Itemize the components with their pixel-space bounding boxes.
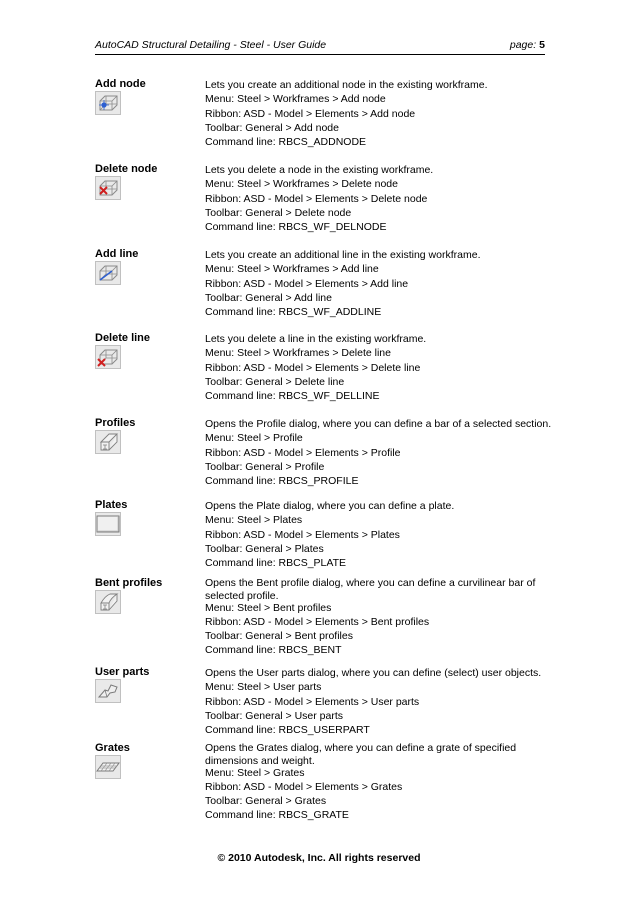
description-line: Command line: RBCS_WF_ADDLINE [205, 306, 382, 319]
description-line: Command line: RBCS_GRATE [205, 809, 349, 822]
command-name: Bent profiles [95, 577, 163, 589]
description-line: Ribbon: ASD - Model > Elements > Delete line [205, 361, 421, 374]
description-line: Ribbon: ASD - Model > Elements > Profile [205, 446, 401, 459]
description-line: Command line: RBCS_WF_DELNODE [205, 221, 387, 234]
description-line: Menu: Steel > Plates [205, 514, 303, 527]
add-line-icon [95, 261, 121, 285]
description-line: Ribbon: ASD - Model > Elements > User parts [205, 695, 420, 708]
description-line: Command line: RBCS_PROFILE [205, 475, 359, 488]
grate-icon [95, 755, 121, 779]
command-name: Add line [95, 248, 139, 260]
description-line: Command line: RBCS_ADDNODE [205, 136, 367, 149]
description-line: Toolbar: General > Profile [205, 460, 325, 473]
command-description [205, 163, 570, 234]
description-line: dimensions and weight. [205, 754, 315, 767]
copyright-footer: © 2010 Autodesk, Inc. All rights reserved [217, 852, 421, 864]
command-description [205, 666, 570, 737]
description-line: Ribbon: ASD - Model > Elements > Delete node [205, 192, 428, 205]
page-header [95, 38, 545, 55]
description-line: Menu: Steel > Profile [205, 432, 303, 445]
command-name: User parts [95, 666, 150, 678]
command-description [205, 248, 570, 319]
description-line: Toolbar: General > Delete line [205, 375, 345, 388]
description-line: Lets you create an additional line in the existing workframe. [205, 249, 481, 261]
description-line: Toolbar: General > Plates [205, 542, 324, 555]
command-name: Plates [95, 499, 128, 511]
description-line: Menu: Steel > Workframes > Delete node [205, 178, 398, 191]
page-number-value: 5 [539, 39, 545, 51]
description-line: Lets you delete a line in the existing workframe. [205, 333, 427, 345]
plate-icon [95, 512, 121, 536]
description-line: Command line: RBCS_USERPART [205, 724, 370, 737]
description-line: Ribbon: ASD - Model > Elements > Bent profiles [205, 615, 430, 628]
description-line: Command line: RBCS_WF_DELLINE [205, 390, 380, 403]
description-line: Ribbon: ASD - Model > Elements > Add node [205, 107, 416, 120]
command-name: Grates [95, 742, 130, 754]
description-line: Menu: Steel > Workframes > Add node [205, 93, 386, 106]
command-description [205, 577, 570, 657]
command-name: Add node [95, 78, 146, 90]
description-line: Menu: Steel > Grates [205, 767, 305, 779]
description-line: Ribbon: ASD - Model > Elements > Plates [205, 528, 400, 541]
command-description [205, 417, 570, 488]
command-description [205, 332, 570, 403]
description-line: Toolbar: General > Grates [205, 794, 327, 807]
description-line: Opens the Bent profile dialog, where you can define a curvilinear bar of [205, 577, 536, 589]
page-label: page: [509, 39, 537, 51]
description-line: Opens the Plate dialog, where you can define a plate. [205, 500, 455, 512]
description-line: Ribbon: ASD - Model > Elements > Grates [205, 780, 403, 793]
description-line: Menu: Steel > Bent profiles [205, 602, 332, 614]
bent-profile-icon [95, 590, 121, 614]
command-description [205, 742, 570, 822]
description-line: Menu: Steel > Workframes > Delete line [205, 347, 391, 360]
description-line: Command line: RBCS_BENT [205, 644, 342, 657]
delete-node-icon [95, 176, 121, 200]
description-line: Menu: Steel > User parts [205, 681, 322, 694]
description-line: Menu: Steel > Workframes > Add line [205, 263, 379, 276]
description-line: selected profile. [205, 589, 279, 602]
command-description [205, 78, 570, 149]
description-line: Opens the Grates dialog, where you can define a grate of specified [205, 742, 517, 754]
description-line: Toolbar: General > User parts [205, 709, 344, 722]
description-line: Ribbon: ASD - Model > Elements > Add line [205, 277, 409, 290]
description-line: Toolbar: General > Bent profiles [205, 629, 353, 642]
user-parts-icon [95, 679, 121, 703]
description-line: Opens the Profile dialog, where you can define a bar of a selected section. [205, 418, 552, 430]
description-line: Toolbar: General > Delete node [205, 206, 352, 219]
command-name: Delete node [95, 163, 158, 175]
profile-icon [95, 430, 121, 454]
description-line: Command line: RBCS_PLATE [205, 557, 347, 570]
description-line: Lets you create an additional node in the existing workframe. [205, 79, 488, 91]
description-line: Toolbar: General > Add line [205, 291, 332, 304]
command-description [205, 499, 570, 570]
add-node-icon [95, 91, 121, 115]
description-line: Lets you delete a node in the existing workframe. [205, 164, 434, 176]
page-number [510, 39, 545, 51]
description-line: Opens the User parts dialog, where you can define (select) user objects. [205, 667, 542, 679]
command-name: Delete line [95, 332, 151, 344]
description-line: Toolbar: General > Add node [205, 121, 339, 134]
document-title: AutoCAD Structural Detailing - Steel - User Guide [95, 39, 327, 51]
command-name: Profiles [95, 417, 136, 429]
delete-line-icon [95, 345, 121, 369]
